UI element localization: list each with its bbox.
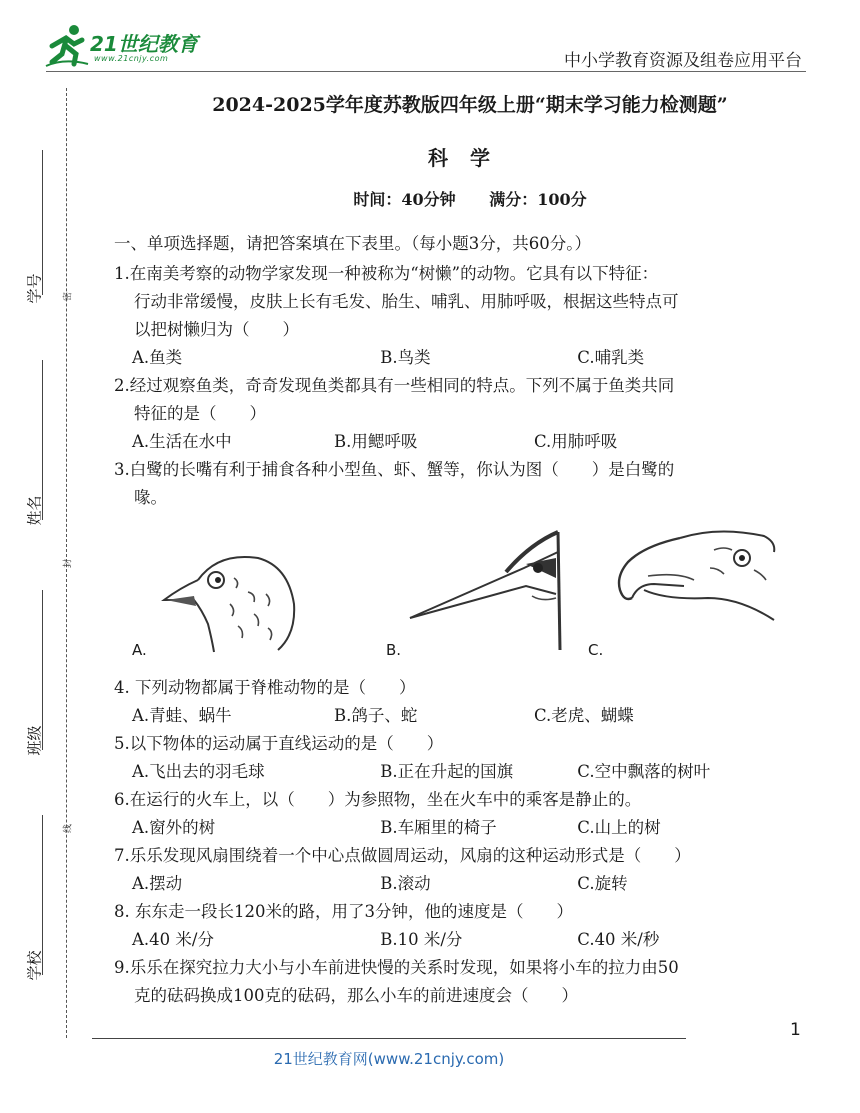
options-row <box>114 870 794 898</box>
option-a[interactable]: A.生活在水中 <box>132 432 232 451</box>
question-stem: 8. 东东走一段长120米的路，用了3分钟，他的速度是（ ） <box>114 902 573 921</box>
option-a[interactable]: A.40 米/分 <box>132 930 214 949</box>
option-a[interactable]: A.飞出去的羽毛球 <box>132 762 265 781</box>
question-stem-cont: 克的砝码换成100克的砝码，那么小车的前进速度会（ ） <box>134 986 578 1005</box>
options-row <box>114 702 794 730</box>
option-c[interactable]: C.哺乳类 <box>577 348 645 367</box>
seal-mark-feng: 封 <box>63 559 74 569</box>
exam-score: 满分：100分 <box>489 190 587 209</box>
question-stem: 2.经过观察鱼类，奇奇发现鱼类都具有一些相同的特点。下列不属于鱼类共同 <box>114 376 675 395</box>
exam-meta <box>120 187 820 210</box>
question-area <box>114 230 794 1010</box>
question-stem: 7.乐乐发现风扇围绕着一个中心点做圆周运动，风扇的这种运动形式是（ ） <box>114 846 691 865</box>
question-6 <box>114 786 794 842</box>
logo-text: 21世纪教育 <box>90 32 198 56</box>
question-stem-cont: 喙。 <box>134 488 167 507</box>
site-logo <box>44 22 214 68</box>
options-row <box>114 344 794 372</box>
hooked-beak-bird-icon <box>614 528 778 624</box>
exam-title: 2024-2025学年度苏教版四年级上册“期末学习能力检测题” <box>212 94 728 116</box>
option-c[interactable]: C.旋转 <box>577 874 628 893</box>
option-a[interactable]: A.青蛙、蜗牛 <box>132 706 232 725</box>
seal-mark-xian: 线 <box>63 824 74 834</box>
question-stem: 6.在运行的火车上，以（ ）为参照物，坐在火车中的乘客是静止的。 <box>114 790 642 809</box>
question-stem-cont: 特征的是（ ） <box>134 404 266 423</box>
options-row <box>114 428 794 456</box>
question-8 <box>114 898 794 954</box>
short-beak-bird-icon <box>158 544 298 654</box>
question-7 <box>114 842 794 898</box>
header-divider <box>46 71 806 72</box>
option-c[interactable]: C.老虎、蝴蝶 <box>534 706 634 725</box>
school-label: 学校 <box>25 950 44 981</box>
option-b[interactable]: B.车厢里的椅子 <box>380 818 497 837</box>
option-b[interactable]: B.鸟类 <box>380 348 431 367</box>
beak-label-a: A. <box>132 641 147 659</box>
option-a[interactable]: A.鱼类 <box>132 348 183 367</box>
question-stem: 5.以下物体的运动属于直线运动的是（ ） <box>114 734 444 753</box>
question-stem: 4. 下列动物都属于脊椎动物的是（ ） <box>114 678 416 697</box>
option-a[interactable]: A.窗外的树 <box>132 818 216 837</box>
beak-label-b: B. <box>386 641 402 659</box>
option-c[interactable]: C.40 米/秒 <box>577 930 660 949</box>
platform-name: 中小学教育资源及组卷应用平台 <box>564 51 802 71</box>
footer-link[interactable]: 21世纪教育网(www.21cnjy.com) <box>273 1050 505 1068</box>
student-id-label: 学号 <box>25 273 44 304</box>
seal-mark-mi: 密 <box>63 292 74 302</box>
option-c[interactable]: C.山上的树 <box>577 818 661 837</box>
page-number: 1 <box>790 1020 801 1040</box>
question-3 <box>114 456 794 670</box>
student-name-label: 姓名 <box>25 495 44 526</box>
option-b[interactable]: B.正在升起的国旗 <box>380 762 514 781</box>
question-stem: 3.白鹭的长嘴有利于捕食各种小型鱼、虾、蟹等，你认为图（ ）是白鹭的 <box>114 460 675 479</box>
question-1 <box>114 260 794 372</box>
options-row <box>114 758 794 786</box>
option-a[interactable]: A.摆动 <box>132 874 183 893</box>
option-c[interactable]: C.空中飘落的树叶 <box>577 762 711 781</box>
option-b[interactable]: B.用鳃呼吸 <box>334 432 418 451</box>
subject-title: 科学 <box>428 146 512 170</box>
question-stem: 1.在南美考察的动物学家发现一种被称为“树懒”的动物。它具有以下特征： <box>114 264 659 283</box>
class-label: 班级 <box>25 725 44 756</box>
question-4 <box>114 674 794 730</box>
question-stem: 9.乐乐在探究拉力大小与小车前进快慢的关系时发现，如果将小车的拉力由50 <box>114 958 679 977</box>
option-b[interactable]: B.10 米/分 <box>380 930 463 949</box>
options-row <box>114 926 794 954</box>
logo-url: www.21cnjy.com <box>94 54 169 63</box>
section-heading: 一、单项选择题，请把答案填在下表里。（每小题3分，共60分。） <box>114 234 591 253</box>
question-9 <box>114 954 794 1010</box>
question-stem-cont: 以把树懒归为（ ） <box>134 320 299 339</box>
long-pointed-beak-bird-icon <box>406 524 562 652</box>
beak-label-c: C. <box>588 641 604 659</box>
beak-figures <box>114 520 794 670</box>
options-row <box>114 814 794 842</box>
question-stem-cont: 行动非常缓慢，皮肤上长有毛发、胎生、哺乳、用肺呼吸，根据这些特点可 <box>134 292 679 311</box>
option-c[interactable]: C.用肺呼吸 <box>534 432 618 451</box>
exam-time: 时间：40分钟 <box>353 190 456 209</box>
runner-logo-icon <box>44 22 90 68</box>
option-b[interactable]: B.滚动 <box>380 874 431 893</box>
option-b[interactable]: B.鸽子、蛇 <box>334 706 418 725</box>
footer-divider <box>92 1038 686 1039</box>
question-5 <box>114 730 794 786</box>
question-2 <box>114 372 794 456</box>
